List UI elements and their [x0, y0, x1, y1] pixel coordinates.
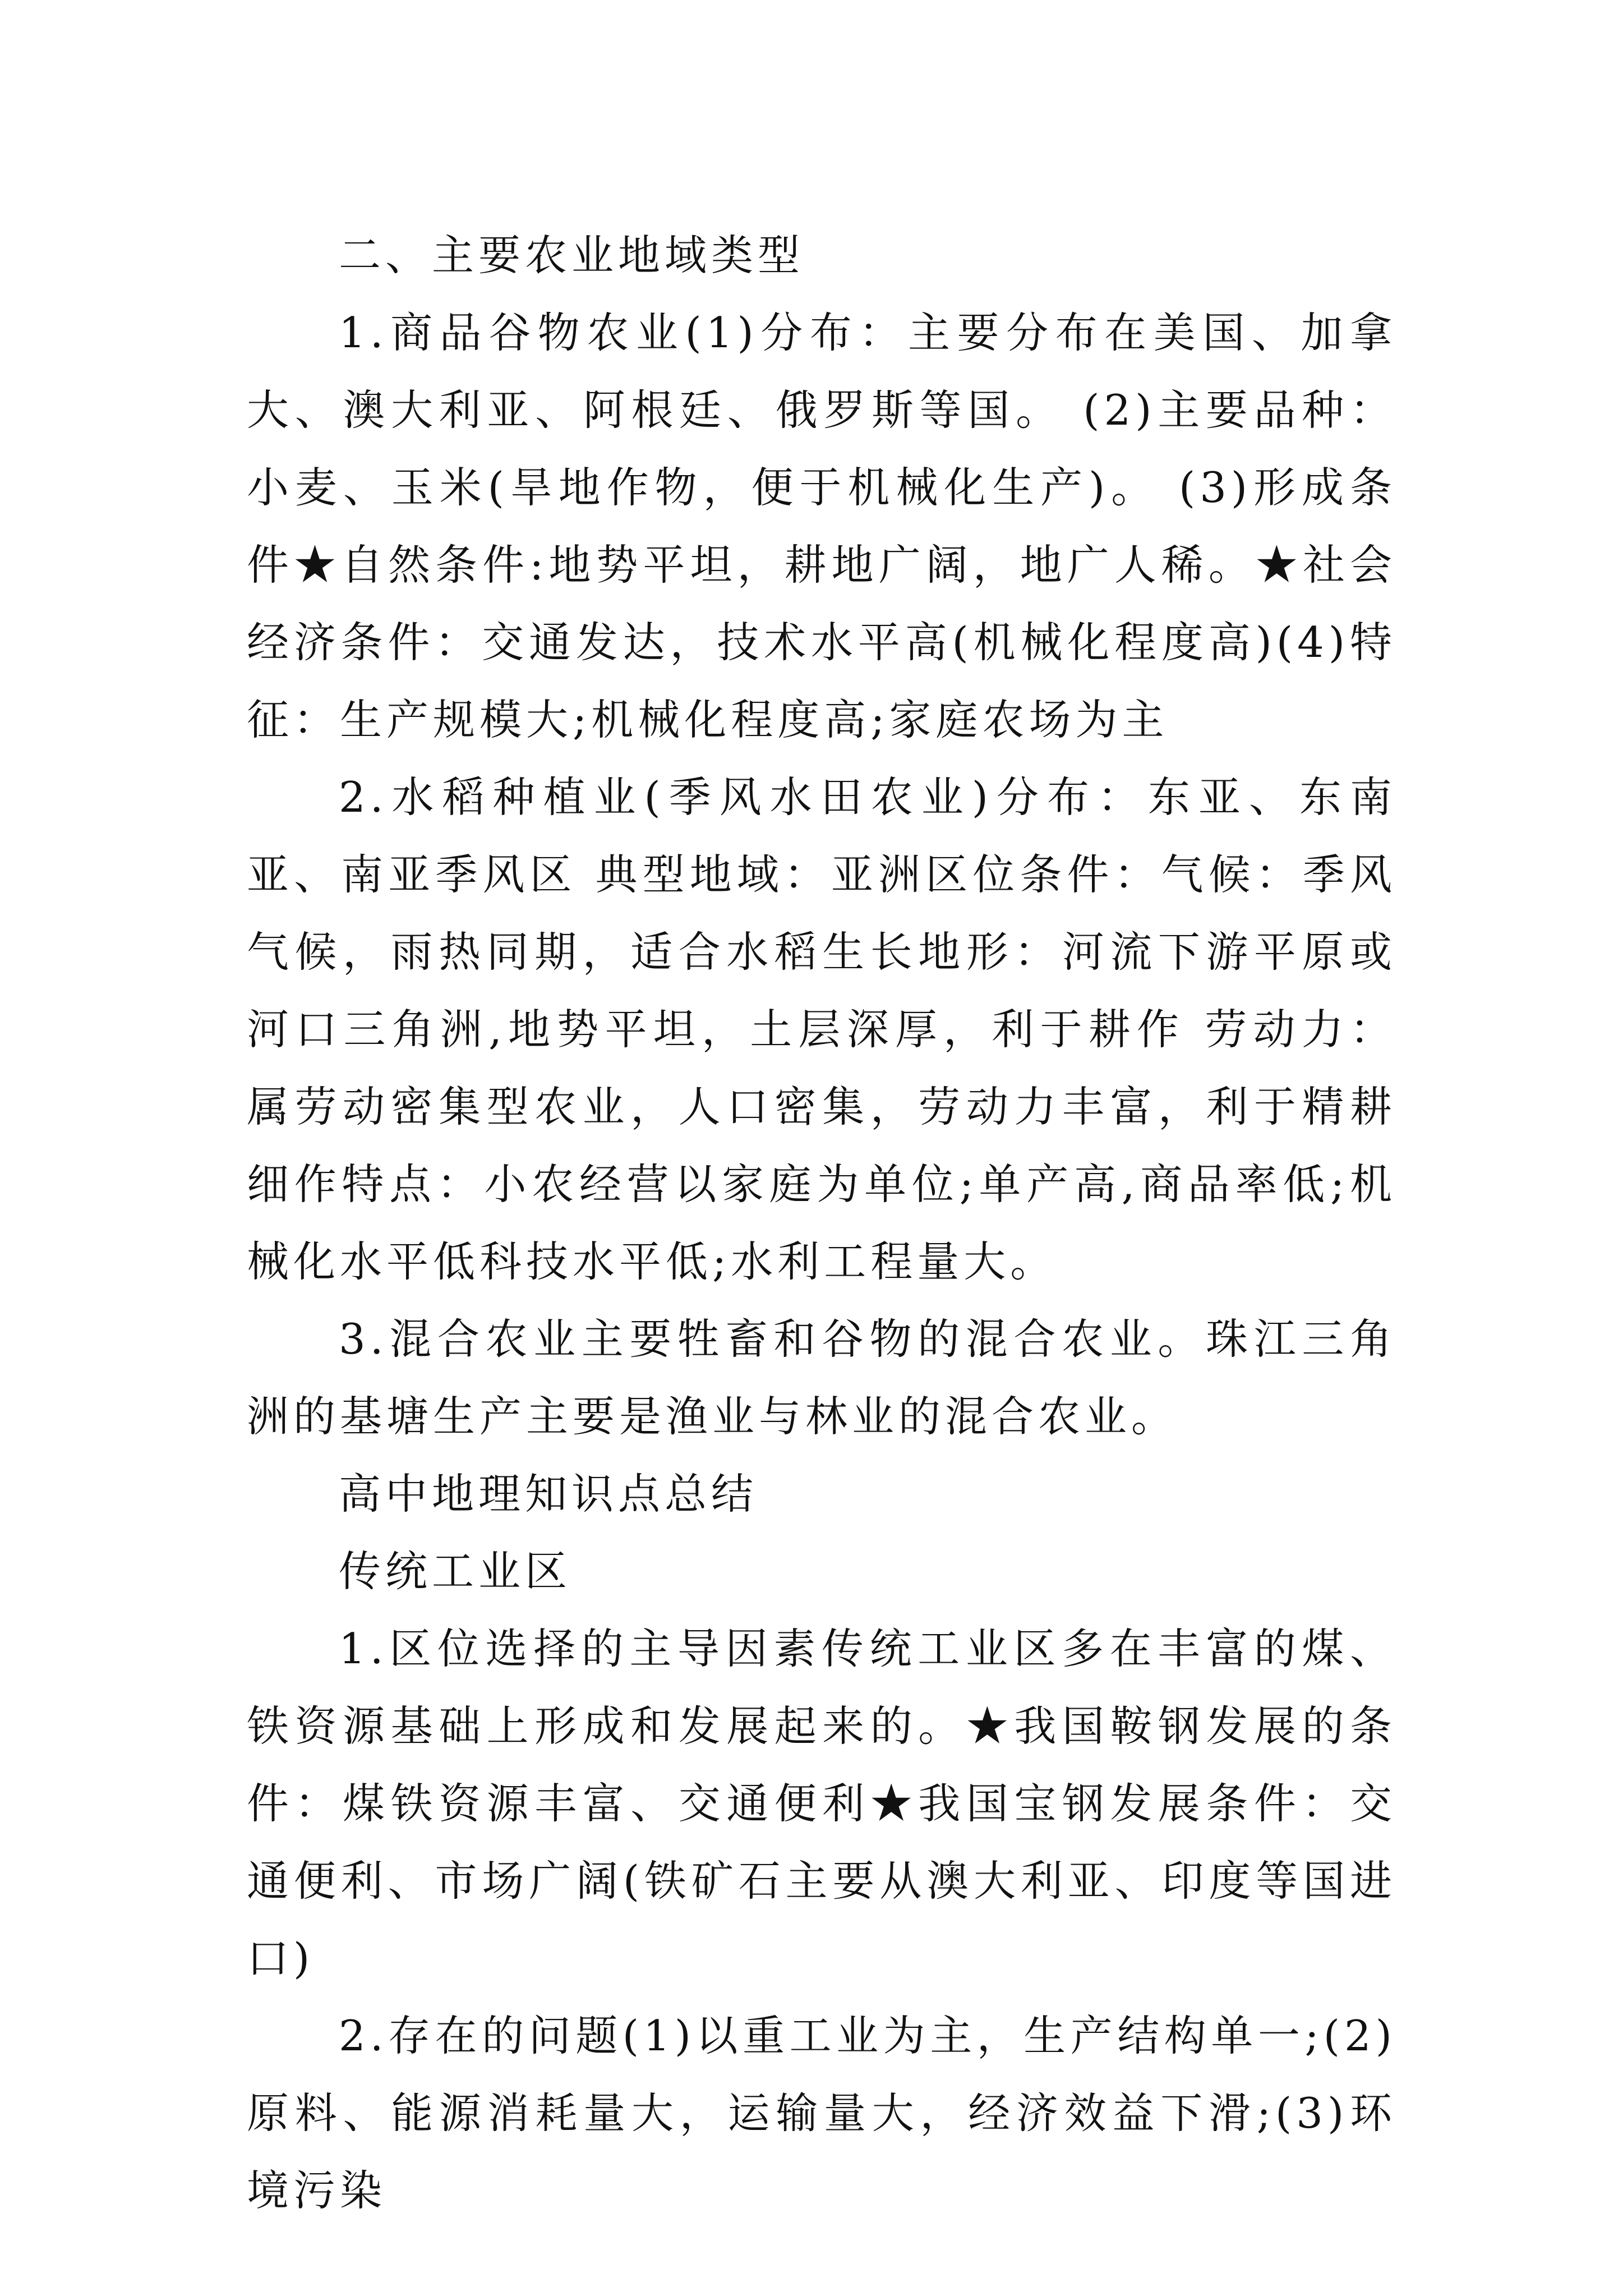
- paragraph-commercial-grain: 1.商品谷物农业(1)分布：主要分布在美国、加拿大、澳大利亚、阿根廷、俄罗斯等国。 (2)主要品种：小麦、玉米(旱地作物，便于机械化生产)。 (3)形成条件★自然条件:地势平坦，耕地广阔，地广人稀。★社会经济条件：交通发达，技术水平高(机械化程度高)(4)特征：生产规模大;机械化程度高;家庭农场为主: [247, 308, 1396, 744]
- document-body: [247, 217, 1396, 2229]
- paragraph-rice-farming: 2.水稻种植业(季风水田农业)分布：东亚、东南亚、南亚季风区 典型地域：亚洲区位条件：气候：季风气候，雨热同期，适合水稻生长地形：河流下游平原或河口三角洲,地势平坦，土层深厚，利于耕作 劳动力：属劳动密集型农业，人口密集，劳动力丰富，利于精耕细作特点：小农经营以家庭为单位;单产高,商品率低;机械化水平低科技水平低;水利工程量大。: [247, 772, 1396, 1286]
- paragraph-location-factors: 1.区位选择的主导因素传统工业区多在丰富的煤、铁资源基础上形成和发展起来的。★我国鞍钢发展的条件：煤铁资源丰富、交通便利★我国宝钢发展条件：交通便利、市场广阔(铁矿石主要从澳大利亚、印度等国进口): [247, 1624, 1396, 1983]
- heading-geography-summary: 高中地理知识点总结: [339, 1469, 758, 1519]
- heading-traditional-industry: 传统工业区: [339, 1547, 572, 1596]
- section-heading-agriculture: 二、主要农业地域类型: [339, 231, 805, 280]
- paragraph-problems: 2.存在的问题(1)以重工业为主，生产结构单一;(2)原料、能源消耗量大，运输量大，经济效益下滑;(3)环境污染: [247, 2011, 1396, 2215]
- paragraph-mixed-farming: 3.混合农业主要牲畜和谷物的混合农业。珠江三角洲的基塘生产主要是渔业与林业的混合农业。: [247, 1314, 1396, 1441]
